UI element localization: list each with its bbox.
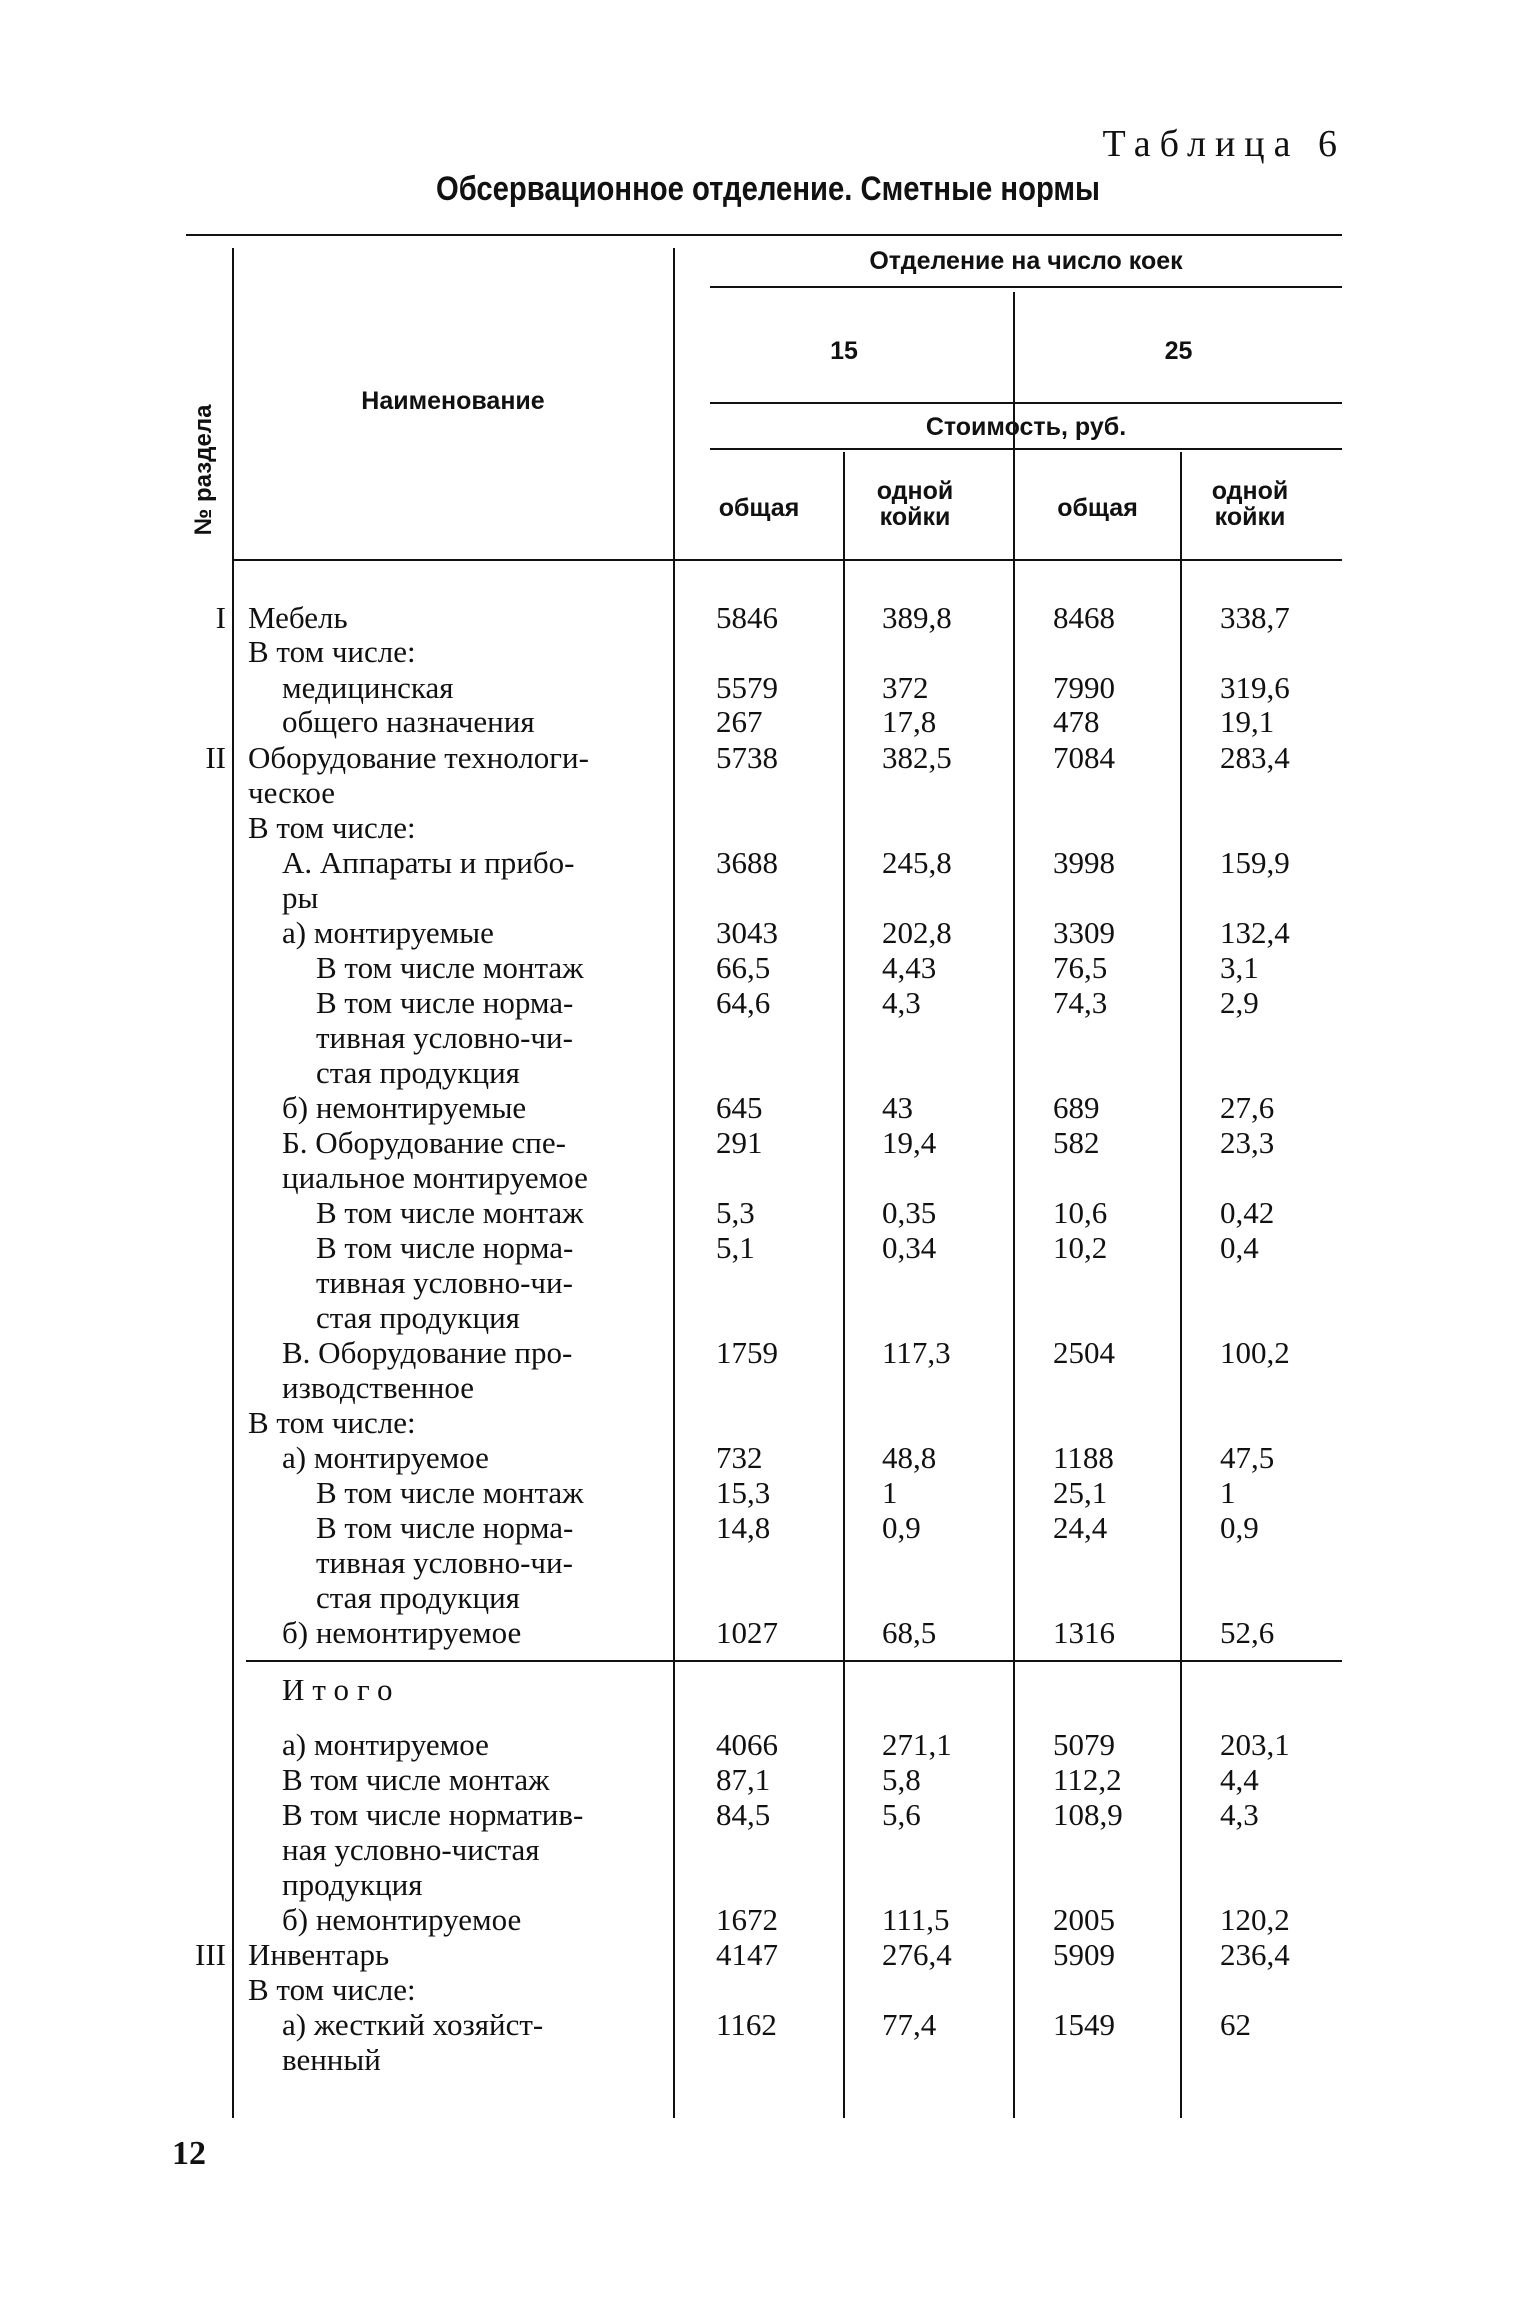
header-beds-15: 15 [830,337,858,365]
per-bed-15-cell: 117,3 [882,1335,951,1370]
total-15-cell: 5,1 [716,1230,755,1265]
header-department: Отделение на число коек [869,247,1183,275]
total-15-cell: 64,6 [716,985,771,1020]
header-total-25: общая [1057,494,1138,522]
item-name: В том числе монтаж [282,1762,550,1797]
per-bed-15-cell: 276,4 [882,1937,952,1972]
item-name: ческое [248,775,336,810]
table-row [0,950,1536,985]
table-row [0,880,1536,915]
header-rule-3 [710,448,1342,450]
table-row [0,775,1536,810]
per-bed-25-cell: 3,1 [1220,950,1259,985]
item-name: Инвентарь [248,1937,390,1972]
header-beds-25: 25 [1164,337,1193,365]
item-name: Итого [282,1672,401,1707]
item-name: В том числе норматив- [282,1797,584,1832]
table-row [0,2007,1536,2042]
item-name: Оборудование технологи- [248,740,589,775]
per-bed-15-cell: 271,1 [882,1727,952,1762]
item-name: а) жесткий хозяйст- [282,2007,544,2042]
total-15-cell: 291 [716,1125,763,1160]
table-row [0,740,1536,775]
item-name: В том числе монтаж [316,1475,584,1510]
header-perbed-25: одной койки [1211,477,1289,532]
item-name: В том числе норма- [316,1510,574,1545]
item-name: продукция [282,1867,423,1902]
section-number: I [215,600,226,635]
per-bed-25-cell: 23,3 [1220,1125,1275,1160]
table-row [0,1265,1536,1300]
table-row [0,1672,1536,1707]
page-number: 12 [172,2135,206,2172]
table-row [0,2042,1536,2077]
item-name: а) монтируемые [282,915,494,950]
per-bed-25-cell: 2,9 [1220,985,1259,1020]
per-bed-15-cell: 1 [882,1475,898,1510]
item-name: А. Аппараты и прибо- [282,845,575,880]
table-row [0,1510,1536,1545]
per-bed-25-cell: 100,2 [1220,1335,1290,1370]
table-row [0,1902,1536,1937]
item-name: а) монтируемое [282,1727,489,1762]
table-row [0,985,1536,1020]
per-bed-15-cell: 4,43 [882,950,937,985]
per-bed-25-cell: 62 [1220,2007,1251,2042]
total-15-cell: 15,3 [716,1475,771,1510]
total-25-cell: 2005 [1053,1902,1115,1937]
item-name: Мебель [248,600,348,635]
item-name: б) немонтируемое [282,1615,522,1650]
item-name: ная условно-чистая [282,1832,540,1867]
total-25-cell: 478 [1053,704,1100,739]
item-name: ры [282,880,319,915]
total-15-cell: 84,5 [716,1797,771,1832]
item-name: В том числе: [248,810,416,845]
per-bed-15-cell: 0,34 [882,1230,937,1265]
total-15-cell: 1027 [716,1615,778,1650]
total-25-cell: 25,1 [1053,1475,1108,1510]
total-15-cell: 1672 [716,1902,778,1937]
per-bed-25-cell: 1 [1220,1475,1236,1510]
total-15-cell: 1162 [716,2007,777,2042]
top-rule [186,234,1342,236]
total-15-cell: 66,5 [716,950,771,985]
total-25-cell: 7990 [1053,670,1115,705]
header-perbed-15: одной койки [876,477,954,532]
total-15-cell: 732 [716,1440,763,1475]
per-bed-15-cell: 48,8 [882,1440,937,1475]
per-bed-25-cell: 0,9 [1220,1510,1259,1545]
header-bottom-rule [232,559,1342,561]
item-name: В том числе: [248,1972,416,2007]
per-bed-15-cell: 77,4 [882,2007,937,2042]
table-row [0,1580,1536,1615]
total-25-cell: 1549 [1053,2007,1115,2042]
table-row [0,1090,1536,1125]
per-bed-15-cell: 68,5 [882,1615,937,1650]
table-row [0,1195,1536,1230]
table-row [0,1867,1536,1902]
total-15-cell: 5,3 [716,1195,755,1230]
total-15-cell: 3043 [716,915,778,950]
item-name: стая продукция [316,1055,520,1090]
total-25-cell: 3309 [1053,915,1115,950]
per-bed-15-cell: 43 [882,1090,913,1125]
total-15-cell: 4147 [716,1937,778,1972]
per-bed-15-cell: 5,8 [882,1762,921,1797]
total-25-cell: 112,2 [1053,1762,1122,1797]
per-bed-25-cell: 0,4 [1220,1230,1259,1265]
per-bed-25-cell: 319,6 [1220,670,1290,705]
item-name: а) монтируемое [282,1440,489,1475]
per-bed-15-cell: 4,3 [882,985,921,1020]
per-bed-15-cell: 19,4 [882,1125,937,1160]
total-25-cell: 1316 [1053,1615,1115,1650]
table-row [0,634,1536,669]
item-name: тивная условно-чи- [316,1265,573,1300]
table-row [0,915,1536,950]
total-15-cell: 14,8 [716,1510,771,1545]
total-25-cell: 3998 [1053,845,1115,880]
item-name: тивная условно-чи- [316,1020,573,1055]
total-25-cell: 582 [1053,1125,1100,1160]
total-25-cell: 108,9 [1053,1797,1123,1832]
item-name: Б. Оборудование спе- [282,1125,566,1160]
item-name: медицинская [282,670,454,705]
item-name: тивная условно-чи- [316,1545,573,1580]
total-25-cell: 7084 [1053,740,1115,775]
header-section-no: № раздела [190,404,217,536]
item-name: стая продукция [316,1580,520,1615]
section-number: II [205,740,226,775]
item-name: В том числе норма- [316,985,574,1020]
table-title: Обсервационное отделение. Сметные нормы [435,170,1101,208]
per-bed-25-cell: 19,1 [1220,704,1275,739]
total-15-cell: 3688 [716,845,778,880]
header-total-15: общая [718,494,800,522]
total-25-cell: 5079 [1053,1727,1115,1762]
item-name: венный [282,2042,381,2077]
table-row [0,1937,1536,1972]
per-bed-25-cell: 4,3 [1220,1797,1259,1832]
table-row [0,810,1536,845]
table-row [0,1545,1536,1580]
per-bed-15-cell: 372 [882,670,929,705]
table-label: Таблица 6 [1102,123,1346,165]
item-name: изводственное [282,1370,474,1405]
item-name: В том числе норма- [316,1230,574,1265]
total-25-cell: 76,5 [1053,950,1108,985]
per-bed-15-cell: 17,8 [882,704,937,739]
table-row [0,1300,1536,1335]
per-bed-15-cell: 202,8 [882,915,952,950]
total-15-cell: 5738 [716,740,778,775]
table-row [0,1125,1536,1160]
total-15-cell: 645 [716,1090,763,1125]
per-bed-25-cell: 132,4 [1220,915,1290,950]
table-row [0,1055,1536,1090]
per-bed-15-cell: 111,5 [882,1902,950,1937]
table-row [0,1475,1536,1510]
total-25-cell: 2504 [1053,1335,1115,1370]
item-name: В том числе монтаж [316,950,584,985]
subtotal-rule [246,1660,1342,1662]
total-25-cell: 5909 [1053,1937,1115,1972]
table-row [0,1335,1536,1370]
item-name: В том числе монтаж [316,1195,584,1230]
per-bed-15-cell: 245,8 [882,845,952,880]
total-25-cell: 1188 [1053,1440,1114,1475]
item-name: стая продукция [316,1300,520,1335]
per-bed-15-cell: 382,5 [882,740,952,775]
header-rule-2 [710,402,1342,404]
table-row [0,1615,1536,1650]
table-row [0,1762,1536,1797]
per-bed-25-cell: 47,5 [1220,1440,1275,1475]
table-row [0,1797,1536,1832]
table-row [0,1230,1536,1265]
item-name: В том числе: [248,634,416,669]
item-name: общего назначения [282,704,535,739]
total-15-cell: 5846 [716,600,778,635]
table-row [0,704,1536,739]
header-cost: Стоимость, руб. [925,413,1127,441]
table-row [0,1020,1536,1055]
per-bed-25-cell: 0,42 [1220,1195,1275,1230]
total-15-cell: 87,1 [716,1762,771,1797]
per-bed-25-cell: 52,6 [1220,1615,1275,1650]
header-rule-1 [710,286,1342,288]
item-name: б) немонтируемое [282,1902,522,1937]
item-name: В. Оборудование про- [282,1335,573,1370]
total-25-cell: 10,2 [1053,1230,1108,1265]
item-name: б) немонтируемые [282,1090,527,1125]
table-row [0,845,1536,880]
per-bed-15-cell: 389,8 [882,600,952,635]
total-25-cell: 74,3 [1053,985,1108,1020]
table-row [0,1727,1536,1762]
per-bed-25-cell: 283,4 [1220,740,1290,775]
per-bed-25-cell: 338,7 [1220,600,1290,635]
header-name: Наименование [361,387,545,415]
per-bed-25-cell: 120,2 [1220,1902,1290,1937]
table-row [0,1160,1536,1195]
per-bed-25-cell: 4,4 [1220,1762,1259,1797]
item-name: В том числе: [248,1405,416,1440]
per-bed-15-cell: 0,9 [882,1510,921,1545]
total-25-cell: 8468 [1053,600,1115,635]
item-name: циальное монтируемое [282,1160,588,1195]
table-row [0,1370,1536,1405]
table-row [0,1832,1536,1867]
per-bed-25-cell: 203,1 [1220,1727,1290,1762]
table-row [0,1405,1536,1440]
per-bed-25-cell: 159,9 [1220,845,1290,880]
table-row [0,1440,1536,1475]
per-bed-25-cell: 236,4 [1220,1937,1290,1972]
section-number: III [195,1937,226,1972]
per-bed-15-cell: 0,35 [882,1195,937,1230]
per-bed-25-cell: 27,6 [1220,1090,1275,1125]
total-25-cell: 24,4 [1053,1510,1108,1545]
total-15-cell: 267 [716,704,763,739]
per-bed-15-cell: 5,6 [882,1797,921,1832]
total-15-cell: 1759 [716,1335,778,1370]
total-25-cell: 689 [1053,1090,1100,1125]
table-row [0,1972,1536,2007]
total-25-cell: 10,6 [1053,1195,1108,1230]
total-15-cell: 5579 [716,670,778,705]
total-15-cell: 4066 [716,1727,778,1762]
table-row [0,600,1536,635]
table-row [0,670,1536,705]
